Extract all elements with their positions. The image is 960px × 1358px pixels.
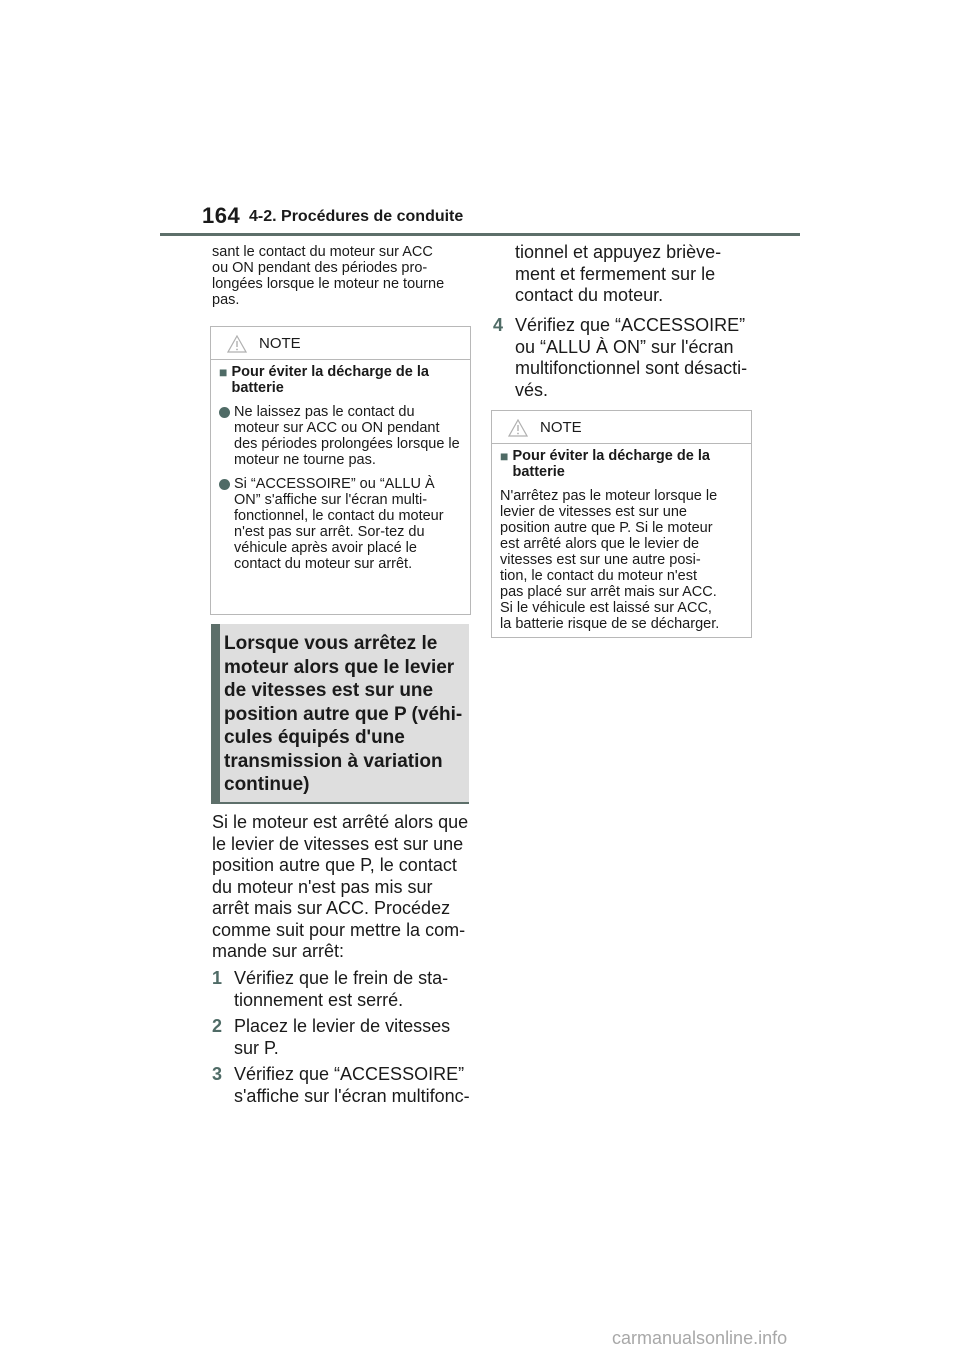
step-text-line: vés.: [515, 379, 549, 400]
note-header: [211, 327, 470, 360]
text-line: levier de vitesses est sur une: [500, 504, 687, 520]
step-text-line: multifonctionnel sont désacti-: [515, 358, 748, 378]
text-line: la batterie risque de se décharger.: [500, 616, 720, 632]
page-number: 164: [202, 203, 241, 228]
note-label: NOTE: [259, 335, 301, 352]
section-title: 4-2. Procédures de conduite: [249, 208, 464, 225]
step-2: [212, 1016, 450, 1059]
step-number: 3: [212, 1064, 223, 1084]
step-text-line: Placez le levier de vitesses: [234, 1016, 451, 1036]
text-line: longées lorsque le moteur ne tourne: [212, 276, 445, 292]
step-text-line: tionnel et appuyez briève-: [515, 242, 722, 262]
note-header: [492, 411, 751, 444]
step-1: [212, 968, 448, 1011]
intro-paragraph: [212, 812, 472, 963]
note-subtitle-text: Pour éviter la décharge de la batterie: [512, 448, 710, 480]
step-text-line: s'affiche sur l'écran multifonc-: [234, 1085, 470, 1106]
step-text-line: Vérifiez que “ACCESSOIRE”: [515, 315, 746, 335]
continuation-paragraph: [212, 244, 472, 308]
step-number: 1: [212, 968, 223, 988]
bullet-item: [219, 476, 462, 572]
step-number: 2: [212, 1016, 223, 1036]
watermark: carmanualsonline.info: [612, 1328, 788, 1348]
text-line: ou ON pendant des périodes pro-: [212, 260, 428, 276]
warning-triangle-icon: [227, 335, 247, 353]
step-text-line: ou “ALLU À ON” sur l'écran: [515, 336, 734, 357]
note-label: NOTE: [540, 419, 582, 436]
text-line: mande sur arrêt:: [212, 941, 345, 961]
square-bullet-icon: ■: [219, 364, 228, 380]
text-line: position autre que P, le contact: [212, 855, 457, 875]
note-box-2: [491, 410, 752, 638]
note-subtitle-text: Pour éviter la décharge de la batterie: [231, 364, 429, 396]
text-line: position autre que P. Si le moteur: [500, 520, 713, 536]
text-line: N'arrêtez pas le moteur lorsque le: [500, 488, 718, 504]
text-line: tion, le contact du moteur n'est: [500, 568, 698, 584]
step-text-line: sur P.: [234, 1037, 279, 1058]
text-line: pas.: [212, 292, 240, 308]
note-text: [500, 488, 743, 632]
bullet-text: Ne laissez pas le contact du moteur sur ACC ou ON pendant des périodes prolongées lorsque le moteur ne tourne pas.: [234, 404, 460, 468]
text-line: du moteur n'est pas mis sur: [212, 876, 433, 897]
text-line: le levier de vitesses est sur une: [212, 833, 464, 854]
step-text-line: Vérifiez que le frein de sta-: [234, 968, 449, 988]
bullet-text: Si “ACCESSOIRE” ou “ALLU À ON” s'affiche sur l'écran multi-fonctionnel, le contact du moteur n'est pas sur arrêt. Sor-tez du véhicule après avoir placé le contact du moteur sur arrêt.: [234, 476, 444, 572]
step-text-line: contact du moteur.: [515, 285, 664, 305]
step-number: 4: [493, 315, 504, 335]
section-heading-box: [211, 624, 469, 804]
step-3-continuation: [515, 242, 721, 307]
step-4: [493, 315, 747, 401]
bullet-item: [219, 404, 462, 468]
text-line: sant le contact du moteur sur ACC: [212, 244, 433, 260]
note-box-1: [210, 326, 471, 615]
text-line: Si le moteur est arrêté alors que: [212, 812, 469, 832]
step-text-line: Vérifiez que “ACCESSOIRE”: [234, 1064, 465, 1084]
bullet-dot-icon: [219, 479, 230, 490]
text-line: arrêt mais sur ACC. Procédez: [212, 898, 451, 918]
note-subtitle: [500, 448, 743, 480]
warning-triangle-icon: [508, 419, 528, 437]
note-subtitle: [219, 364, 462, 396]
square-bullet-icon: ■: [500, 448, 509, 464]
text-line: vitesses est sur une autre posi-: [500, 552, 701, 568]
step-3: [212, 1064, 470, 1107]
step-text-line: ment et fermement sur le: [515, 263, 716, 284]
text-line: est arrêté alors que le levier de: [500, 536, 700, 552]
header-rule: [160, 233, 800, 236]
step-text-line: tionnement est serré.: [234, 989, 404, 1010]
page-header: [0, 0, 960, 240]
text-line: pas placé sur arrêt mais sur ACC.: [500, 584, 717, 600]
text-line: comme suit pour mettre la com-: [212, 919, 466, 940]
text-line: Si le véhicule est laissé sur ACC,: [500, 600, 712, 616]
section-heading: Lorsque vous arrêtez le moteur alors que le levier de vitesses est sur une position autre que P (véhi-cules équipés d'une transmission à variation continue): [224, 633, 463, 795]
bullet-dot-icon: [219, 407, 230, 418]
